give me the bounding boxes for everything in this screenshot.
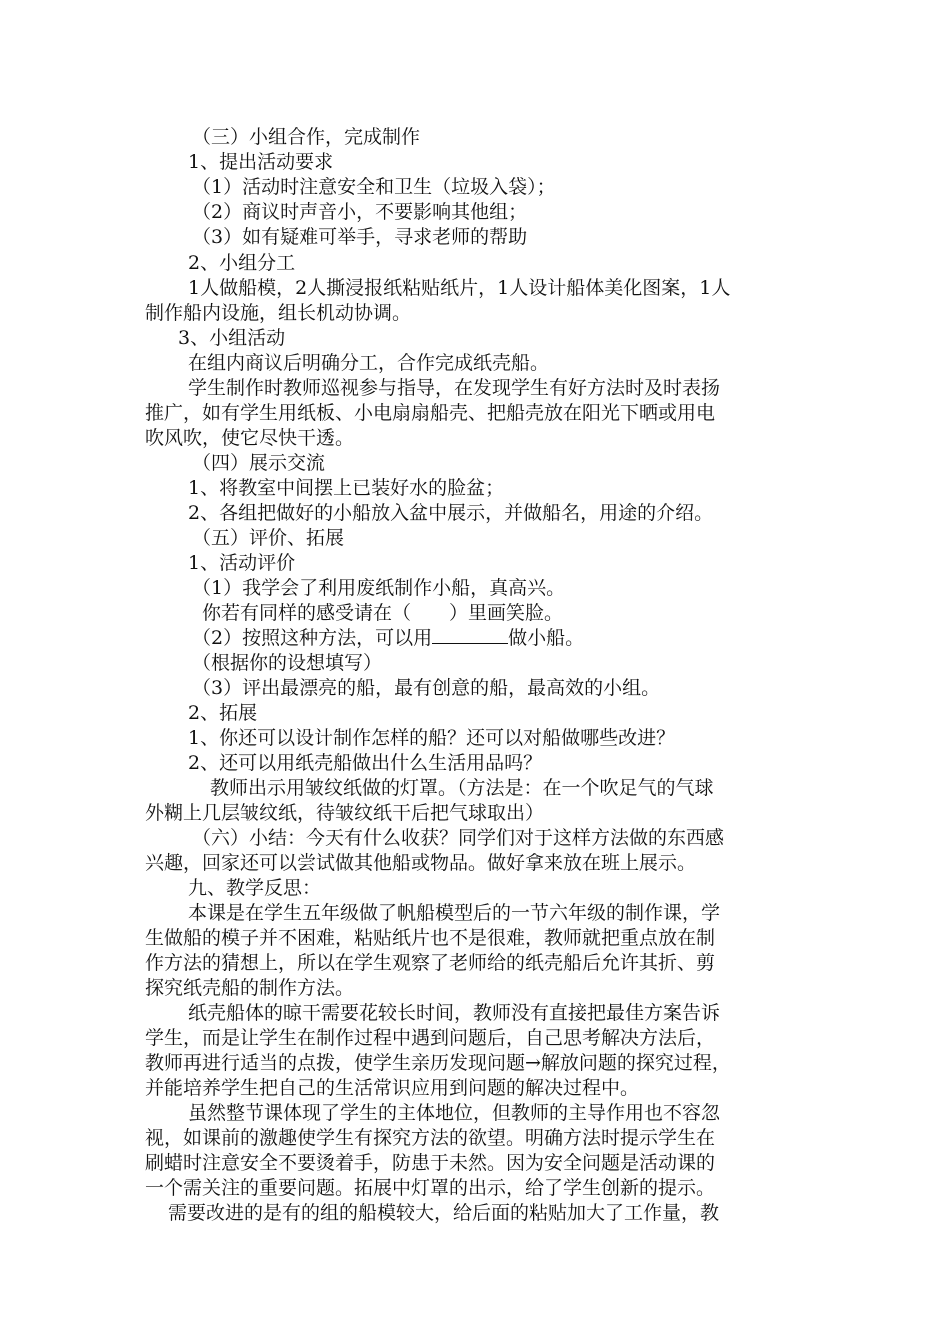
paragraph-line: 纸壳船体的晾干需要花较长时间，教师没有直接把最佳方案告诉 xyxy=(188,1002,721,1024)
paragraph-line: （六）小结：今天有什么收获？同学们对于这样方法做的东西感 xyxy=(192,827,725,849)
paragraph-line: 需要改进的是有的组的船模较大，给后面的粘贴加大了工作量，教 xyxy=(168,1202,720,1224)
fill-in-line xyxy=(192,626,584,651)
section-heading: 九、教学反思： xyxy=(188,877,322,899)
fill-in-suffix: 做小船。 xyxy=(508,627,585,649)
paragraph-line: 你若有同样的感受请在（ ）里画笑脸。 xyxy=(202,602,564,624)
paragraph-line: 吹风吹，使它尽快干透。 xyxy=(145,427,355,449)
list-item: 2、还可以用纸壳船做出什么生活用品吗？ xyxy=(188,752,543,774)
list-heading: 1、活动评价 xyxy=(188,552,296,574)
list-item: （2）商议时声音小，不要影响其他组； xyxy=(192,201,528,223)
list-heading: 1、提出活动要求 xyxy=(188,151,334,173)
paragraph-line: 制作船内设施，组长机动协调。 xyxy=(145,302,412,324)
list-item: （3）评出最漂亮的船，最有创意的船，最高效的小组。 xyxy=(192,677,661,699)
list-item: 1、将教室中间摆上已装好水的脸盆； xyxy=(188,477,505,499)
list-item: 1、你还可以设计制作怎样的船？还可以对船做哪些改进？ xyxy=(188,727,676,749)
section-heading: （四）展示交流 xyxy=(192,452,326,474)
list-heading: 2、拓展 xyxy=(188,702,258,724)
paragraph-line: 教师出示用皱纹纸做的灯罩。（方法是：在一个吹足气的气球 xyxy=(210,777,714,799)
paragraph-line: 一个需关注的重要问题。拓展中灯罩的出示，给了学生创新的提示。 xyxy=(145,1177,716,1199)
paragraph-line: 刷蜡时注意安全不要烫着手，防患于未然。因为安全问题是活动课的 xyxy=(145,1152,716,1174)
paragraph-line: 教师再进行适当的点拨，使学生亲历发现问题→解放问题的探究过程， xyxy=(145,1052,731,1074)
list-item: （3）如有疑难可举手，寻求老师的帮助 xyxy=(192,226,528,248)
paragraph-line: 并能培养学生把自己的生活常识应用到问题的解决过程中。 xyxy=(145,1077,640,1099)
paragraph-line: 视，如课前的激趣使学生有探究方法的欲望。明确方法时提示学生在 xyxy=(145,1127,716,1149)
paragraph-line: 在组内商议后明确分工，合作完成纸壳船。 xyxy=(188,352,550,374)
paragraph-line: 探究纸壳船的制作方法。 xyxy=(145,977,355,999)
paragraph-line: 本课是在学生五年级做了帆船模型后的一节六年级的制作课，学 xyxy=(188,902,721,924)
paragraph-line: 虽然整节课体现了学生的主体地位，但教师的主导作用也不容忽 xyxy=(188,1102,721,1124)
paragraph-line: 推广，如有学生用纸板、小电扇扇船壳、把船壳放在阳光下晒或用电 xyxy=(145,402,716,424)
fill-in-blank xyxy=(432,627,508,644)
list-item: （1）活动时注意安全和卫生（垃圾入袋）； xyxy=(192,176,556,198)
paragraph-line: 学生，而是让学生在制作过程中遇到问题后，自己思考解决方法后， xyxy=(145,1027,716,1049)
paragraph-line: 学生制作时教师巡视参与指导，在发现学生有好方法时及时表扬 xyxy=(188,377,721,399)
paragraph-line: 生做船的模子并不困难，粘贴纸片也不是很难，教师就把重点放在制 xyxy=(145,927,716,949)
paragraph-line: 1人做船模，2人撕浸报纸粘贴纸片，1人设计船体美化图案，1人 xyxy=(188,277,731,299)
list-heading: 2、小组分工 xyxy=(188,252,296,274)
list-item: 2、各组把做好的小船放入盆中展示，并做船名，用途的介绍。 xyxy=(188,502,714,524)
section-heading: （五）评价、拓展 xyxy=(192,527,345,549)
fill-in-prefix: （2）按照这种方法，可以用 xyxy=(192,627,433,649)
paragraph-line: （根据你的设想填写） xyxy=(192,652,383,674)
section-heading: （三）小组合作，完成制作 xyxy=(192,126,421,148)
list-heading: 3、小组活动 xyxy=(178,327,286,349)
paragraph-line: 外糊上几层皱纹纸，待皱纹纸干后把气球取出） xyxy=(145,802,545,824)
list-item: （1）我学会了利用废纸制作小船，真高兴。 xyxy=(192,577,566,599)
paragraph-line: 作方法的猜想上，所以在学生观察了老师给的纸壳船后允许其折、剪 xyxy=(145,952,716,974)
paragraph-line: 兴趣，回家还可以尝试做其他船或物品。做好拿来放在班上展示。 xyxy=(145,852,697,874)
